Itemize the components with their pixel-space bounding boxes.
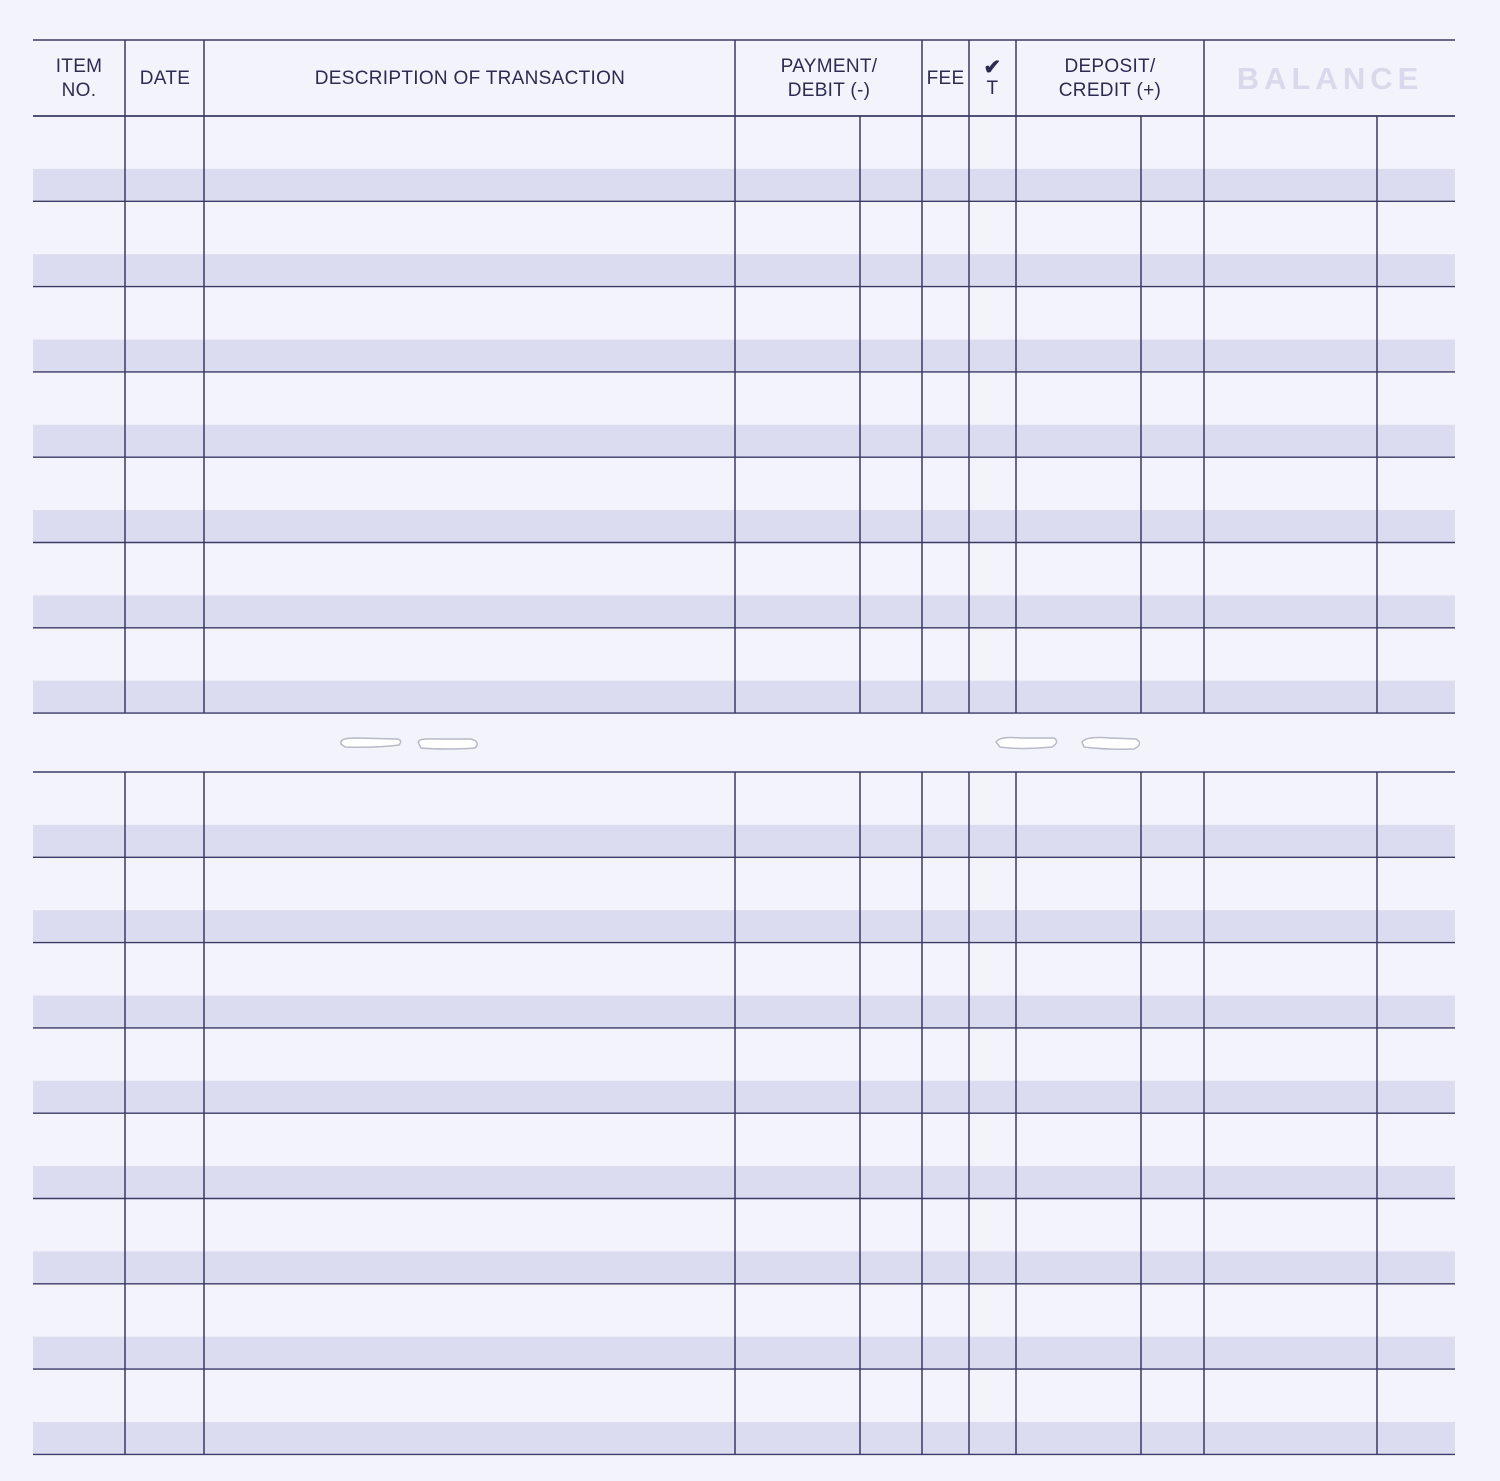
header-date: DATE xyxy=(139,68,191,89)
header-payment-debit: PAYMENT/ DEBIT (-) xyxy=(780,56,878,101)
top-row-band xyxy=(33,339,1455,371)
header-description: DESCRIPTION OF TRANSACTION xyxy=(314,68,626,89)
top-row-band xyxy=(33,681,1455,713)
top-row-band xyxy=(33,595,1455,627)
bottom-row-band xyxy=(33,1166,1455,1198)
header-deposit-credit: DEPOSIT/ CREDIT (+) xyxy=(1058,56,1162,101)
bottom-row-band xyxy=(33,1422,1455,1454)
top-row-band xyxy=(33,510,1455,542)
top-row-band xyxy=(33,254,1455,286)
bottom-row-band xyxy=(33,1337,1455,1369)
bottom-row-band xyxy=(33,1081,1455,1113)
bottom-row-band xyxy=(33,995,1455,1027)
bottom-row-band xyxy=(33,910,1455,942)
bottom-row-band xyxy=(33,1251,1455,1283)
top-row-band xyxy=(33,169,1455,201)
header-fee: FEE xyxy=(926,68,965,89)
top-row-band xyxy=(33,425,1455,457)
checkmark-icon: ✔ xyxy=(983,56,1002,79)
header-item-no: ITEM NO. xyxy=(55,56,103,101)
header-balance: BALANCE xyxy=(1236,61,1424,96)
header-check-t xyxy=(969,42,1016,116)
bottom-row-band xyxy=(33,825,1455,857)
staple-left xyxy=(335,730,485,758)
header-t-label: T xyxy=(986,78,999,99)
staple-right xyxy=(990,730,1150,758)
